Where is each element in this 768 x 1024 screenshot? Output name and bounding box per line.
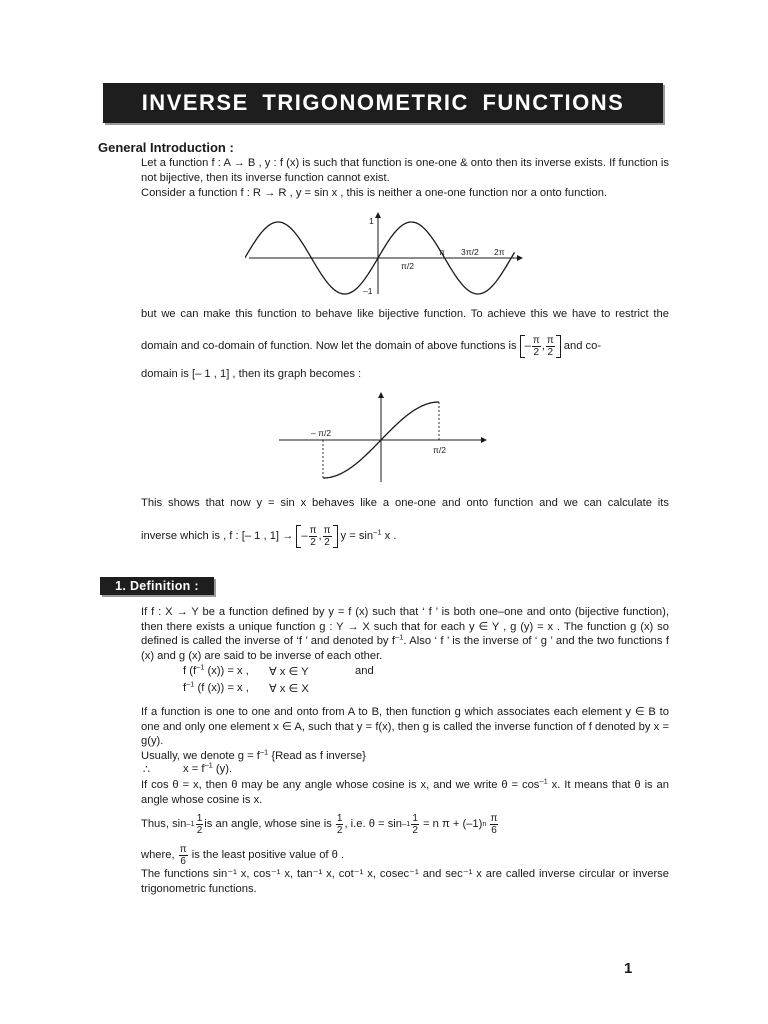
identity-eq-1: f ($f^{-1}$ (x)) = x , bbox=[183, 662, 249, 677]
sine-label-minus-one: –1 bbox=[363, 286, 373, 296]
therefore-symbol: ∴ bbox=[143, 764, 151, 776]
definition-heading: 1. Definition : bbox=[115, 579, 199, 593]
definition-paragraph-4: $x = f^{-1}$ (y). bbox=[183, 760, 233, 775]
restricted-label-pi-over-2: π/2 bbox=[433, 445, 446, 455]
identity-and: and bbox=[355, 665, 374, 677]
domain-interval: – $\frac{\pi}{2}$ , $\frac{\pi}{2}$ bbox=[520, 335, 561, 358]
sine-label-one: 1 bbox=[369, 216, 374, 226]
sine-label-3pi-over-2: 3π/2 bbox=[461, 247, 479, 257]
definition-paragraph-3: Usually, we denote $g = f^{-1}$ {Read as f inverse} bbox=[141, 747, 366, 762]
intro-paragraph-5: domain is [– 1 , 1] , then its graph becomes : bbox=[141, 368, 362, 380]
intro-paragraph-2: Consider a function f : R → R , y = sin x , this is neither a one-one function nor a onto function. bbox=[141, 187, 608, 199]
intro-paragraph-4 bbox=[141, 331, 669, 361]
definition-paragraph-8: The functions sin⁻¹ x, cos⁻¹ x, tan⁻¹ x, cot⁻¹ x, cosec⁻¹ and sec⁻¹ x are called inverse circular or inverse trigonometric functions. bbox=[141, 868, 669, 895]
sine-label-pi-over-2: π/2 bbox=[401, 261, 414, 271]
co-domain-text: and co- bbox=[563, 339, 602, 352]
intro-paragraph-3: but we can make this function to behave like bijective function. To achieve this we have to restrict the bbox=[141, 308, 669, 320]
sine-label-pi: π bbox=[439, 247, 445, 257]
inverse-formula: $y = \sin^{-1} x$ . bbox=[340, 527, 397, 542]
definition-paragraph-6: Thus, sin –1 $\frac{1}{2}$ is an angle, whose sine is $\frac{1}{2}$ , i.e. θ = sin –1 $\frac{1}{2}$ = n π + (–1) n $\frac{\pi}{6}$ bbox=[141, 812, 498, 836]
sine-y-arrow bbox=[375, 212, 381, 218]
intro-paragraph-7 bbox=[141, 521, 669, 551]
identity-eq-1-domain: ∀ x ∈ Y bbox=[269, 666, 309, 678]
restricted-x-arrow bbox=[481, 437, 487, 443]
definition-paragraph-2: If a function is one to one and onto from A to B, then function g which associates each element y ∈ B to one and only one element x ∈ A, such that y = f(x), then g is called the inverse function of f denoted by x = g(y). bbox=[141, 706, 669, 747]
intro-heading: General Introduction : bbox=[98, 140, 234, 155]
inverse-interval: – $\frac{\pi}{2}$ , $\frac{\pi}{2}$ bbox=[296, 525, 337, 548]
identity-eq-2: $f^{-1}$ (f (x)) = x , bbox=[183, 679, 249, 694]
sine-label-2pi: 2π bbox=[494, 247, 505, 257]
inverse-text: inverse which is , f : [– 1 , 1] → bbox=[141, 529, 294, 542]
restricted-y-arrow bbox=[378, 392, 384, 398]
restricted-sine-graph bbox=[275, 390, 490, 485]
intro-paragraph-1: Let a function f : A → B , y : f (x) is such that function is one-one & onto then its inverse exists. If function is not bijective, then its inverse function cannot exist. bbox=[141, 157, 669, 184]
page-number: 1 bbox=[624, 960, 633, 977]
definition-paragraph-5: If cos θ = x, then θ may be any angle whose cosine is x, and we write $\theta = \cos^{-1} x$. It means that θ is an angle whose cosine is x. bbox=[141, 776, 669, 806]
page-title: INVERSE TRIGONOMETRIC FUNCTIONS bbox=[141, 90, 625, 115]
sine-x-arrow bbox=[517, 255, 523, 261]
definition-paragraph-7: where, $\frac{\pi}{6}$ is the least positive value of θ . bbox=[141, 843, 345, 867]
title-banner bbox=[103, 83, 663, 123]
intro-paragraph-6: This shows that now y = sin x behaves like a one-one and onto function and we can calculate its bbox=[141, 497, 669, 509]
sine-graph bbox=[245, 210, 525, 300]
definition-paragraph-1: If f : X → Y be a function defined by y = f (x) such that ‘ f ’ is both one–one and onto (bijective function), then there exists a unique function g : Y → X such that for each y ∈ Y , g (y) = x . The function g (x) so defined is called the inverse of ‘f ’ and denoted by $f^{-1}$. Also ‘ f ’ is the inverse of ‘ g ’ and the two functions f (x) and g (x) are said to be inverse of each other. bbox=[141, 606, 669, 662]
definition-banner bbox=[100, 577, 214, 595]
identity-eq-2-domain: ∀ x ∈ X bbox=[269, 683, 309, 695]
restricted-label-minus-pi-over-2: – π/2 bbox=[311, 428, 332, 438]
domain-text: domain and co-domain of function. Now let the domain of above functions is bbox=[141, 339, 517, 352]
